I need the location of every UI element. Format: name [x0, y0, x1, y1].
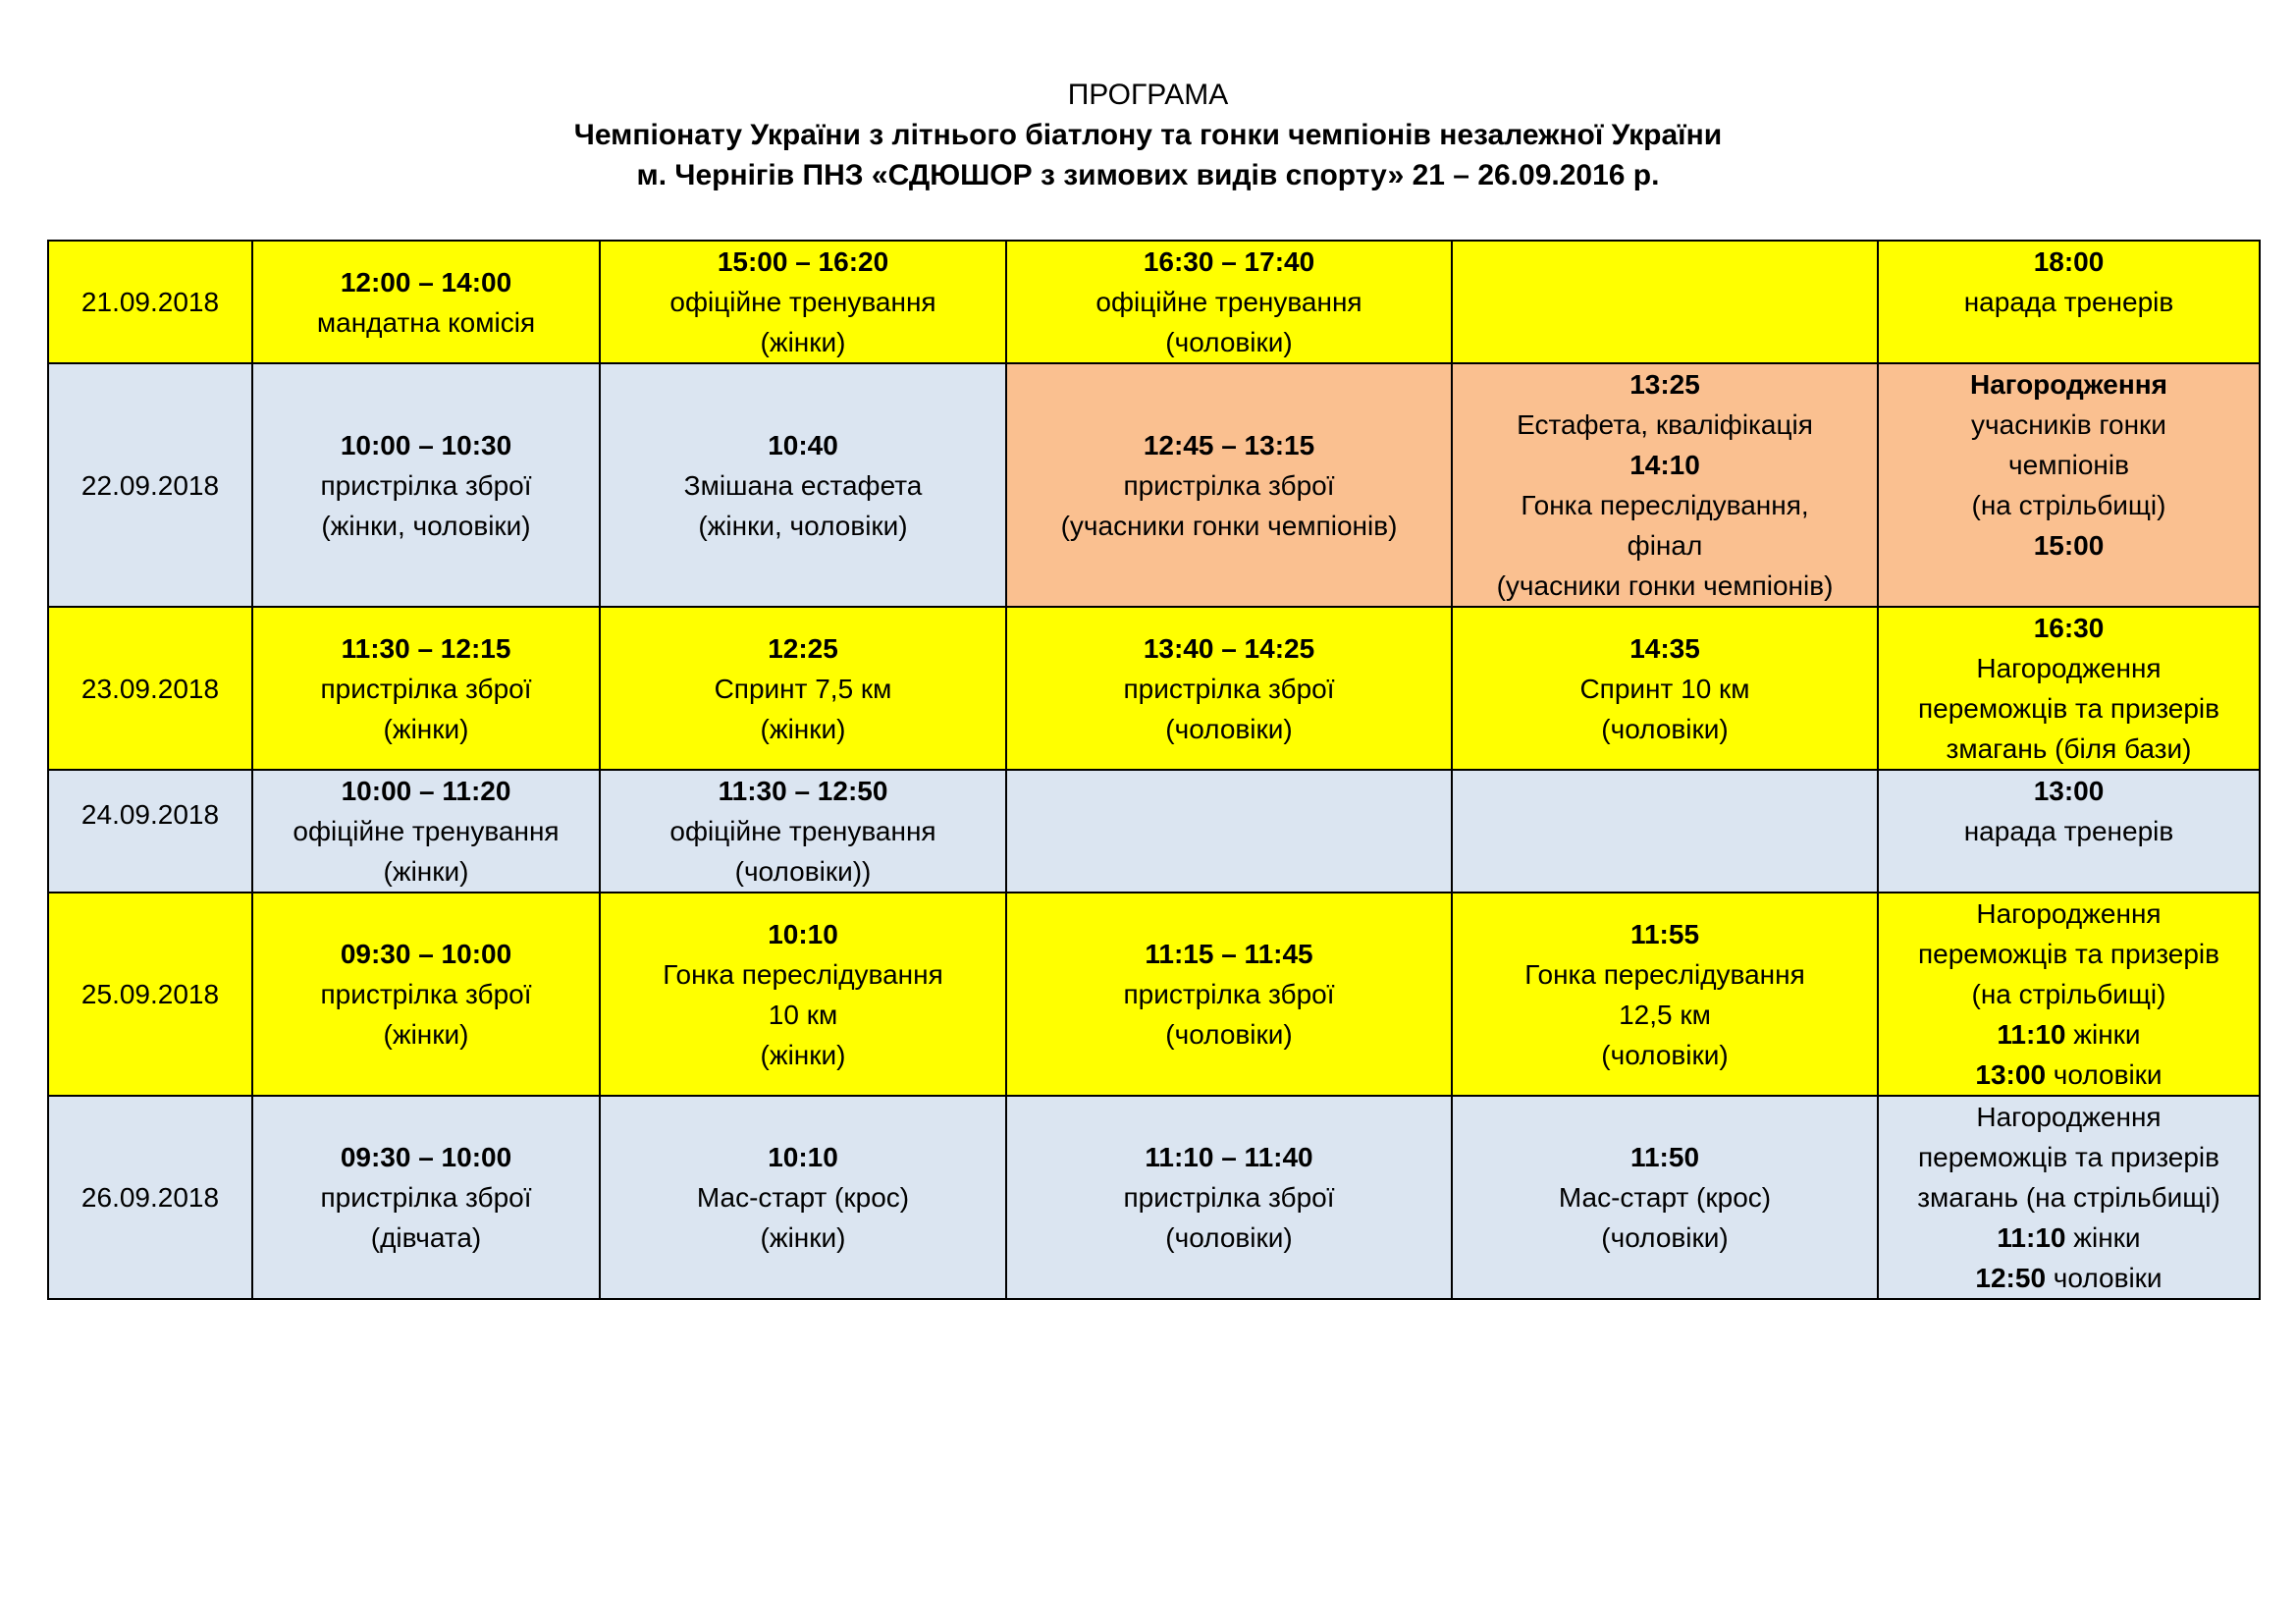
- event-text: (жінки): [383, 1019, 469, 1050]
- event-cell: [1452, 363, 1878, 607]
- event-cell: [252, 1096, 600, 1299]
- date-cell: 21.09.2018: [48, 241, 252, 363]
- award-line: [1885, 1014, 2253, 1055]
- table-row: [48, 770, 2260, 893]
- event-text: Нагородження: [1976, 898, 2162, 929]
- event-cell: [600, 363, 1006, 607]
- event-text: Мас-старт (крос): [1558, 1182, 1772, 1213]
- event-text: пристрілка зброї: [1123, 1182, 1335, 1213]
- event-text: (чоловіки): [1601, 1039, 1729, 1070]
- event-cell: [1878, 770, 2260, 893]
- event-cell: [600, 607, 1006, 770]
- event-text: (жінки, чоловіки): [321, 510, 531, 541]
- date-cell: 23.09.2018: [48, 607, 252, 770]
- event-text: (учасники гонки чемпіонів): [1060, 510, 1398, 541]
- event-cell: [600, 1096, 1006, 1299]
- event-heading: Нагородження: [1969, 369, 2168, 400]
- event-time: 10:00 – 10:30: [340, 429, 512, 460]
- event-time: 14:10: [1629, 450, 1700, 480]
- event-text: фінал: [1627, 530, 1703, 561]
- event-text: пристрілка зброї: [320, 1182, 532, 1213]
- event-text: нарада тренерів: [1963, 816, 2174, 846]
- event-cell: [1878, 363, 2260, 607]
- event-text: (чоловіки): [1165, 713, 1293, 744]
- event-text: (на стрільбищі): [1971, 490, 2166, 520]
- document-header: [0, 75, 2296, 195]
- event-text: пристрілка зброї: [320, 673, 532, 704]
- event-cell: [252, 893, 600, 1096]
- event-cell: [1878, 607, 2260, 770]
- table-row: [48, 363, 2260, 607]
- event-time: 16:30 – 17:40: [1143, 246, 1315, 277]
- event-text: пристрілка зброї: [320, 979, 532, 1009]
- award-line: [1885, 1218, 2253, 1258]
- event-cell: [1878, 1096, 2260, 1299]
- event-time: 12:50: [1975, 1263, 2047, 1293]
- event-time: 11:55: [1629, 918, 1700, 949]
- event-text: жінки: [2065, 1222, 2141, 1253]
- event-text: (жінки): [760, 713, 846, 744]
- event-text: (чоловіки)): [734, 856, 872, 887]
- event-text: змагань (на стрільбищі): [1917, 1182, 2220, 1213]
- event-text: пристрілка зброї: [320, 469, 532, 501]
- date-cell: 22.09.2018: [48, 363, 252, 607]
- event-text: чемпіонів: [2008, 450, 2129, 480]
- event-text: (жінки): [383, 713, 469, 744]
- event-text: нарада тренерів: [1963, 287, 2174, 317]
- event-text: переможців та призерів: [1917, 693, 2220, 724]
- event-text: жінки: [2065, 1019, 2141, 1050]
- event-time: 09:30 – 10:00: [340, 1142, 512, 1172]
- event-text: змагань (біля бази): [1946, 733, 2192, 764]
- table-row: [48, 241, 2260, 363]
- event-time: 12:45 – 13:15: [1143, 429, 1315, 460]
- event-cell: [600, 241, 1006, 363]
- table-row: [48, 893, 2260, 1096]
- event-cell: [1452, 607, 1878, 770]
- event-time: 15:00: [2033, 530, 2105, 561]
- event-time: 15:00 – 16:20: [717, 246, 889, 277]
- event-text: (чоловіки): [1165, 327, 1293, 357]
- event-text: переможців та призерів: [1917, 939, 2220, 969]
- event-cell: [1452, 1096, 1878, 1299]
- event-time: 09:30 – 10:00: [340, 939, 512, 969]
- event-text: Гонка переслідування: [1524, 958, 1805, 990]
- event-time: 13:40 – 14:25: [1143, 632, 1315, 664]
- empty-cell: [1452, 770, 1878, 893]
- date-cell: 26.09.2018: [48, 1096, 252, 1299]
- event-text: 12,5 км: [1619, 999, 1711, 1030]
- event-cell: [1878, 241, 2260, 363]
- event-text: офіційне тренування: [1095, 287, 1362, 317]
- event-text: Спринт 7,5 км: [714, 673, 892, 704]
- event-cell: [600, 770, 1006, 893]
- event-cell: [1006, 363, 1452, 607]
- event-time: 13:00: [1975, 1059, 2047, 1090]
- event-text: офіційне тренування: [669, 287, 936, 317]
- date-cell: 24.09.2018: [48, 770, 252, 893]
- event-cell: [1006, 607, 1452, 770]
- event-time: 11:50: [1629, 1142, 1700, 1172]
- event-text: офіційне тренування: [293, 816, 560, 846]
- date-cell: 25.09.2018: [48, 893, 252, 1096]
- event-text: (чоловіки): [1165, 1019, 1293, 1050]
- event-text: (чоловіки): [1601, 713, 1729, 744]
- event-text: мандатна комісія: [316, 306, 536, 338]
- event-text: Мас-старт (крос): [696, 1182, 910, 1213]
- event-time: 10:00 – 11:20: [341, 776, 511, 806]
- page-title: ПРОГРАМА: [1067, 79, 1229, 111]
- event-time: 18:00: [2033, 246, 2105, 277]
- event-text: Нагородження: [1976, 1102, 2162, 1132]
- event-cell: [600, 893, 1006, 1096]
- event-time: 14:35: [1629, 632, 1700, 664]
- event-cell: [1878, 893, 2260, 1096]
- event-text: Змішана естафета: [683, 469, 923, 501]
- event-cell: [1006, 1096, 1452, 1299]
- event-text: (жінки): [383, 856, 469, 887]
- event-text: учасників гонки: [1971, 409, 2166, 440]
- event-text: чоловіки: [2046, 1263, 2163, 1293]
- event-cell: [252, 607, 600, 770]
- event-text: (жінки): [760, 1039, 846, 1070]
- table-row: [48, 1096, 2260, 1299]
- event-text: 10 км: [768, 999, 838, 1030]
- event-cell: [1006, 241, 1452, 363]
- event-time: 11:10: [1997, 1019, 2066, 1050]
- event-text: (на стрільбищі): [1971, 979, 2166, 1009]
- schedule-table: [47, 240, 2261, 1300]
- event-cell: [252, 241, 600, 363]
- event-text: (жінки): [760, 327, 846, 357]
- event-time: 11:30 – 12:15: [341, 632, 511, 664]
- event-text: (чоловіки): [1601, 1222, 1729, 1253]
- event-text: (чоловіки): [1165, 1222, 1293, 1253]
- event-text: Гонка переслідування,: [1521, 490, 1809, 520]
- event-text: чоловіки: [2046, 1059, 2163, 1090]
- event-cell: [1006, 893, 1452, 1096]
- event-cell: [1452, 893, 1878, 1096]
- event-text: пристрілка зброї: [1123, 979, 1335, 1009]
- event-time: 11:10 – 11:40: [1145, 1142, 1313, 1172]
- page-subtitle-event: Чемпіонату України з літнього біатлону та гонки чемпіонів незалежної України: [573, 119, 1723, 151]
- event-text: (жінки): [760, 1222, 846, 1253]
- event-time: 11:15 – 11:45: [1145, 939, 1313, 969]
- page-subtitle-location: м. Чернігів ПНЗ «СДЮШОР з зимових видів спорту» 21 – 26.09.2016 р.: [636, 159, 1660, 191]
- event-time: 11:30 – 12:50: [718, 776, 888, 806]
- event-text: офіційне тренування: [669, 816, 936, 846]
- empty-cell: [1452, 241, 1878, 363]
- event-time: 10:40: [768, 429, 838, 460]
- event-text: пристрілка зброї: [1123, 673, 1335, 704]
- event-text: Нагородження: [1976, 653, 2162, 683]
- event-time: 16:30: [2033, 613, 2105, 643]
- event-time: 13:00: [2033, 776, 2105, 806]
- table-row: [48, 607, 2260, 770]
- event-time: 11:10: [1997, 1222, 2066, 1253]
- empty-cell: [1006, 770, 1452, 893]
- event-text: (дівчата): [370, 1222, 482, 1253]
- event-time: 10:10: [768, 918, 838, 949]
- event-text: переможців та призерів: [1917, 1142, 2220, 1172]
- event-time: 10:10: [768, 1142, 838, 1172]
- award-line: [1885, 1055, 2253, 1095]
- event-text: Спринт 10 км: [1579, 673, 1750, 704]
- event-cell: [252, 770, 600, 893]
- event-text: Естафета, кваліфікація: [1517, 409, 1813, 440]
- event-text: пристрілка зброї: [1123, 469, 1335, 501]
- event-time: 12:25: [768, 632, 838, 664]
- event-text: (учасники гонки чемпіонів): [1496, 570, 1834, 601]
- event-text: (жінки, чоловіки): [698, 510, 908, 541]
- event-text: Гонка переслідування: [663, 958, 943, 990]
- award-line: [1885, 1258, 2253, 1298]
- event-cell: [252, 363, 600, 607]
- event-time: 12:00 – 14:00: [340, 266, 512, 298]
- event-time: 13:25: [1629, 369, 1700, 400]
